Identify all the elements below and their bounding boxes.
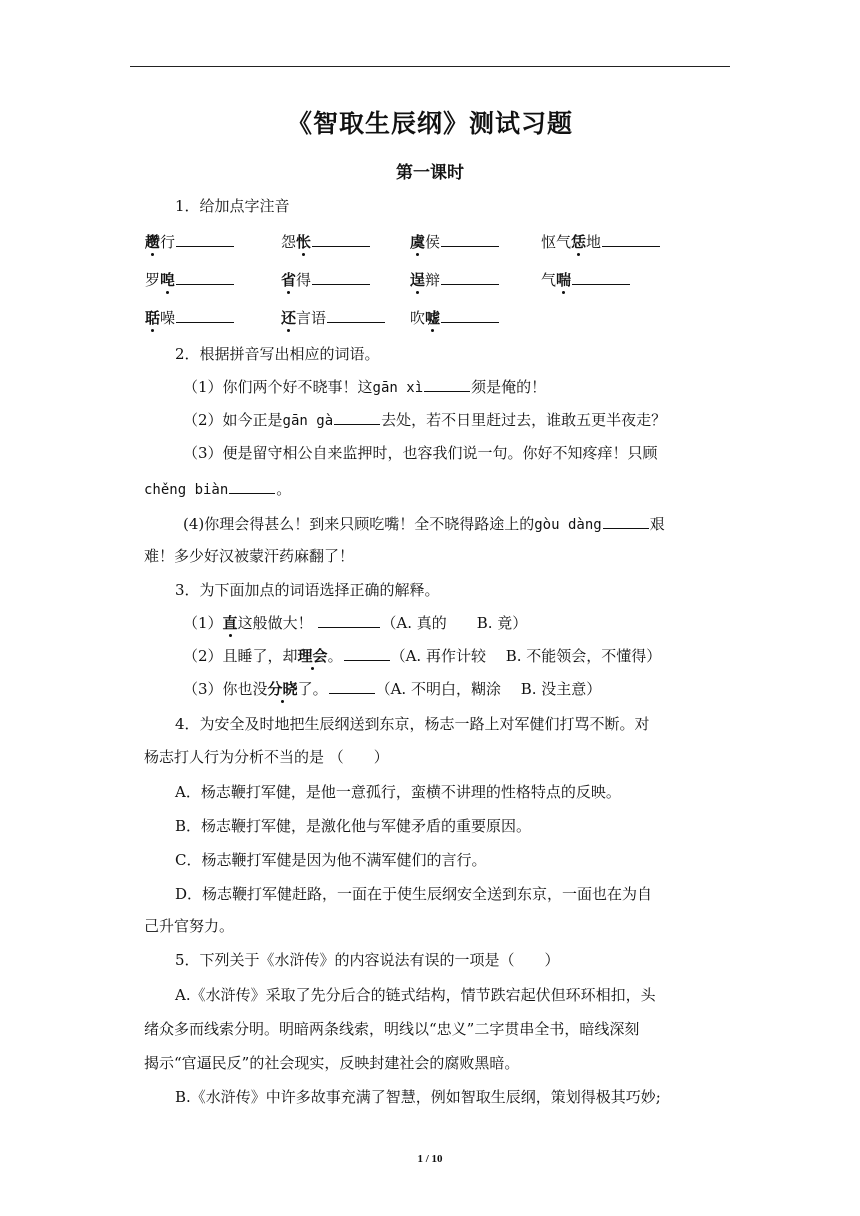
q4-option-d-cont: 己升官努力。 [144,917,235,935]
q1-item: 怨怅 [281,231,371,253]
answer-blank[interactable] [603,514,649,529]
answer-blank[interactable] [441,232,499,247]
q1-item: 逞辩 [410,269,500,291]
q3-item-2: （2）且睡了，却理会。 （A. 再作计较 B. 不能领会，不懂得） [183,647,662,665]
q2-item-1: （1）你们两个好不晓事！这gān xì 须是俺的！ [183,378,547,396]
answer-blank[interactable] [424,377,470,392]
q1-item: 罗唣 [145,269,235,291]
q4-stem-cont: 杨志打人行为分析不当的是 （ ） [144,748,389,766]
q5-option-a-cont: 揭示“官逼民反”的社会现实，反映封建社会的腐败黑暗。 [144,1054,520,1072]
answer-blank[interactable] [318,613,380,628]
q2-heading: 2．根据拼音写出相应的词语。 [175,345,380,363]
q5-option-a-cont: 绪众多而线索分明。明暗两条线索，明线以“忠义”二字贯串全书，暗线深刻 [144,1020,640,1038]
q2-item-2: （2）如今正是gān gà 去处，若不日里赶过去，谁敢五更半夜走？ [183,411,667,429]
q2-item-3: （3）便是留守相公自来监押时，也容我们说一句。你好不知疼痒！只顾 [183,444,658,462]
answer-blank[interactable] [344,646,390,661]
q4-option-d[interactable]: D．杨志鞭打军健赶路，一面在于使生辰纲安全送到东京，一面也在为自 [175,885,653,903]
answer-blank[interactable] [176,232,234,247]
q1-item: 怄气恁地 [541,231,661,253]
q1-item: 省得 [281,269,371,291]
q1-heading: 1．给加点字注音 [175,197,290,215]
page-number: 1 / 10 [417,1153,443,1165]
q1-item: 聒噪 [145,307,235,329]
q5-option-a[interactable]: A.《水浒传》采取了先分后合的链式结构，情节跌宕起伏但环环相扣，头 [175,986,656,1004]
q1-item: 虞侯 [410,231,500,253]
answer-blank[interactable] [329,679,375,694]
q3-item-1: （1）直这般做大！ （A. 真的 B. 竟） [183,614,528,632]
answer-blank[interactable] [572,270,630,285]
q4-option-c[interactable]: C．杨志鞭打军健是因为他不满军健们的言行。 [175,851,487,869]
q1-item: 吹嘘 [410,307,500,329]
section-subtitle: 第一课时 [396,163,464,183]
q4-stem: 4．为安全及时地把生辰纲送到东京，杨志一路上对军健们打骂不断。对 [175,715,650,733]
answer-blank[interactable] [602,232,660,247]
q3-heading: 3．为下面加点的词语选择正确的解释。 [175,581,440,599]
answer-blank[interactable] [176,308,234,323]
q2-item-3-cont: chěng biàn 。 [144,480,292,498]
header-rule [130,66,730,67]
q5-stem: 5．下列关于《水浒传》的内容说法有误的一项是（ ） [175,951,560,969]
q4-option-b[interactable]: B．杨志鞭打军健，是激化他与军健矛盾的重要原因。 [175,817,532,835]
answer-blank[interactable] [312,270,370,285]
answer-blank[interactable] [441,270,499,285]
q2-item-4-cont: 难！多少好汉被蒙汗药麻翻了！ [144,547,355,565]
q5-option-b[interactable]: B.《水浒传》中许多故事充满了智慧，例如智取生辰纲，策划得极其巧妙; [175,1088,661,1106]
q1-item: 气喘 [541,269,631,291]
q4-option-a[interactable]: A．杨志鞭打军健，是他一意孤行，蛮横不讲理的性格特点的反映。 [175,783,621,801]
answer-blank[interactable] [327,308,385,323]
q1-item: 还言语 [281,307,386,329]
answer-blank[interactable] [441,308,499,323]
answer-blank[interactable] [312,232,370,247]
q1-item: 趱行 [145,231,235,253]
answer-blank[interactable] [229,479,275,494]
page-title: 《智取生辰纲》测试习题 [286,109,573,138]
answer-blank[interactable] [176,270,234,285]
q2-item-4: (4)你理会得甚么！到来只顾吃嘴！全不晓得路途上的gòu dàng 艰 [183,515,665,533]
q3-item-3: （3）你也没分晓了。 （A. 不明白，糊涂 B. 没主意） [183,680,602,698]
answer-blank[interactable] [334,410,380,425]
